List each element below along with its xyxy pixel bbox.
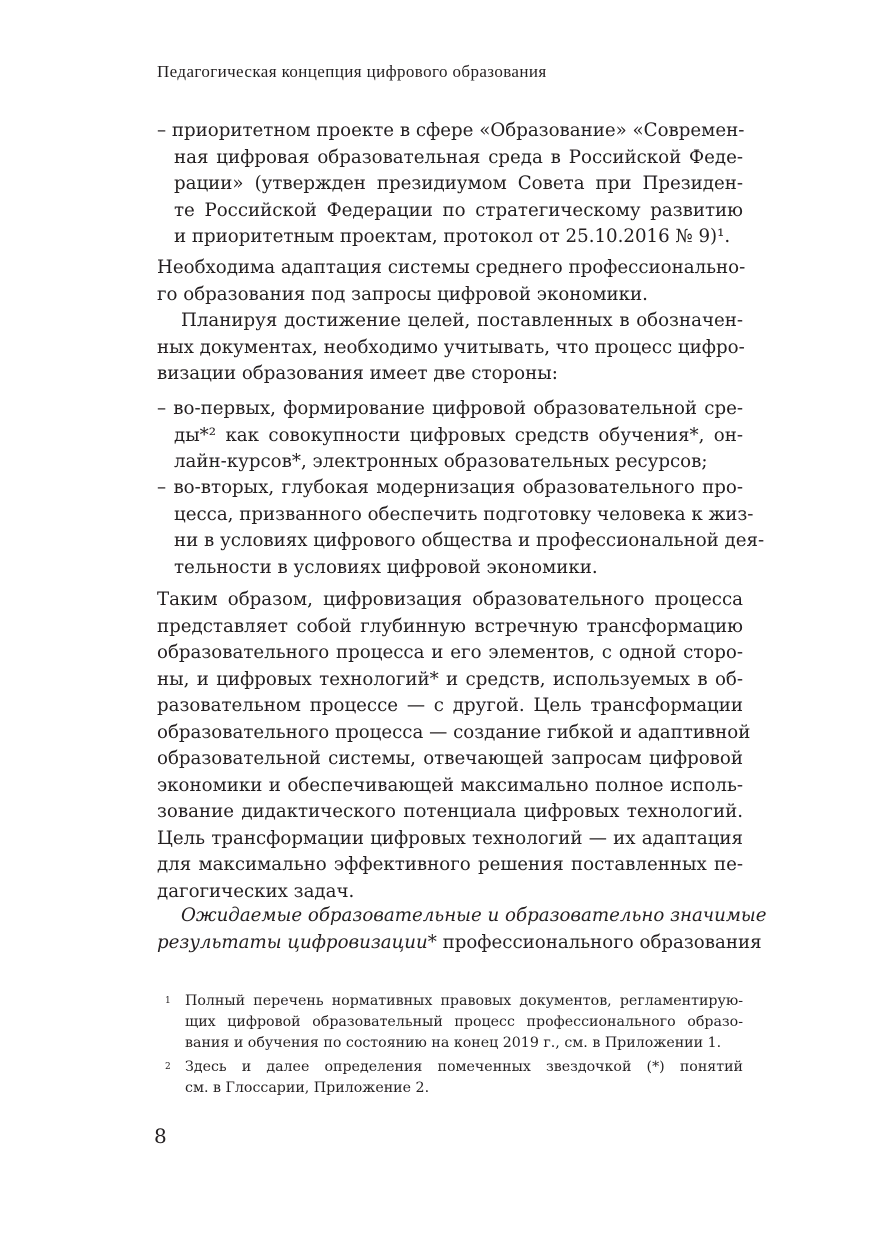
bullet-second-side xyxy=(157,475,765,581)
footnote-line xyxy=(165,991,743,1012)
text-line: ны, и цифровых технологий* и средств, используемых в об- xyxy=(157,668,743,690)
text-line: представляет собой глубинную встречную трансформацию xyxy=(157,615,743,637)
text-line: Таким образом, цифровизация образовательного процесса xyxy=(157,589,743,610)
text-line: разовательном процессе — с другой. Цель трансформации xyxy=(157,695,743,716)
text-line: Ожидаемые образовательные и образовательно значимые xyxy=(181,905,767,926)
text-line: образовательной системы, отвечающей запросам цифровой xyxy=(157,748,743,769)
page-number: 8 xyxy=(154,1124,167,1148)
paragraph-planning xyxy=(157,308,743,388)
footnote-mark: 2 xyxy=(165,1062,171,1072)
text-line: ная цифровая образовательная среда в Российской Феде- xyxy=(174,146,743,168)
footnote-mark: 1 xyxy=(165,996,171,1006)
text-line: дагогических задач. xyxy=(157,880,355,902)
text-line xyxy=(157,930,762,957)
text-line: образовательного процесса и его элементов, с одной сторо- xyxy=(157,642,743,663)
text-line: рации» (утвержден президиумом Совета при Президен- xyxy=(174,173,743,194)
footnote-1 xyxy=(165,991,743,1053)
text-line: экономики и обеспечивающей максимально полное исполь- xyxy=(157,774,743,796)
text-line: Необходима адаптация системы среднего профессионально- xyxy=(157,257,746,278)
running-head: Педагогическая концепция цифрового образования xyxy=(157,62,547,81)
footnote-line: вания и обучения по состоянию на конец 2019 г., см. в Приложении 1. xyxy=(185,1034,722,1051)
text-run: профессионального образования xyxy=(436,931,762,953)
footnote-line: см. в Глоссарии, Приложение 2. xyxy=(185,1079,430,1096)
text-line: тельности в условиях цифровой экономики. xyxy=(174,556,598,578)
text-line: – во-вторых, глубокая модернизация образовательного про- xyxy=(157,477,743,498)
footnote-text: Полный перечень нормативных правовых документов, регламентирую- xyxy=(185,993,743,1009)
footnote-2 xyxy=(165,1057,743,1099)
text-line: зование дидактического потенциала цифровых технологий. xyxy=(157,801,743,822)
paragraph-adaptation xyxy=(157,255,746,308)
footnote-line xyxy=(165,1057,743,1078)
text-line: цесса, призванного обеспечить подготовку человека к жиз- xyxy=(174,503,754,525)
text-line: го образования под запросы цифровой экономики. xyxy=(157,283,648,305)
text-line: и приоритетным проектам, протокол от 25.10.2016 № 9)¹. xyxy=(174,226,731,247)
text-line: Планируя достижение целей, поставленных в обозначен- xyxy=(181,310,743,331)
paragraph-digitalization xyxy=(157,587,751,905)
bullet-priority-project xyxy=(157,118,743,251)
paragraph-expected-results xyxy=(157,903,767,956)
text-line: для максимально эффективного решения поставленных пе- xyxy=(157,854,743,875)
italic-phrase: результаты цифровизации* xyxy=(157,931,437,953)
text-line: визации образования имеет две стороны: xyxy=(157,363,558,384)
text-line: ни в условиях цифрового общества и профессиональной дея- xyxy=(174,530,765,551)
text-line: ды*² как совокупности цифровых средств обучения*, он- xyxy=(174,424,743,446)
text-line: Цель трансформации цифровых технологий — их адаптация xyxy=(157,827,743,849)
bullet-first-side xyxy=(157,396,743,476)
text-line: – во-первых, формирование цифровой образовательной сре- xyxy=(157,398,743,419)
footnote-line: щих цифровой образовательный процесс профессионального образо- xyxy=(185,1013,743,1030)
text-line: лайн-курсов*, электронных образовательных ресурсов; xyxy=(174,451,708,472)
text-line: – приоритетном проекте в сфере «Образование» «Современ- xyxy=(157,120,745,141)
footnote-text: Здесь и далее определения помеченных звездочкой (*) понятий xyxy=(185,1059,743,1075)
text-line: ных документах, необходимо учитывать, что процесс цифро- xyxy=(157,336,745,358)
text-line: те Российской Федерации по стратегическому развитию xyxy=(174,199,743,221)
text-line: образовательного процесса — создание гибкой и адаптивной xyxy=(157,721,751,743)
